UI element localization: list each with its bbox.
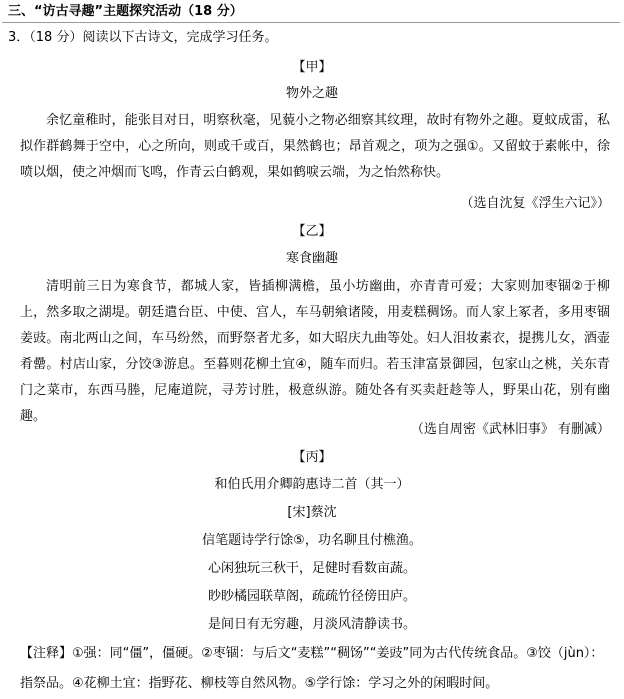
section-divider	[2, 22, 620, 23]
passage-bing-label: 【丙】	[292, 450, 332, 465]
poem-line: 信笔题诗学行馀⑤，功名聊且付樵渔。	[202, 533, 422, 548]
poem-author: [宋]蔡沈	[287, 505, 337, 520]
passage-yi-source: （选自周密《武林旧事》 有删减）	[410, 422, 610, 437]
poem-line: 心闲独玩三秋干，足健时看数亩蔬。	[207, 561, 416, 576]
passage-yi-body: 清明前三日为寒食节，都城人家，皆插柳满檐，虽小坊幽曲，亦青青可爱；大家则加枣锢②于柳上，然多取之湖堤。朝廷遣台臣、中使、宫人，车马朝飨诸陵，用麦糕稠饧。而人家上冢者，多用枣锢姜豉。南北两山之间，车马纷然，而野祭者尤多，如大昭庆九曲等处。妇人泪妆素衣，提携儿女，酒壶肴罍。村店山家，分饺③游息。至暮则花柳土宜④，随车而归。若玉津富景御园，包家山之桃，关东青门之菜市，东西马塍，尼庵道院，寻芳讨胜，极意纵游。随处各有买卖赶趁等人，野果山花，别有幽趣。	[20, 279, 610, 424]
passage-jia-label: 【甲】	[292, 60, 332, 75]
passage-jia-source: （选自沈复《浮生六记》）	[460, 196, 610, 211]
passage-jia-body: 余忆童稚时，能张目对日，明察秋毫，见藐小之物必细察其纹理，故时有物外之趣。夏蚊成雷，私拟作群鹤舞于空中，心之所向，则或千或百，果然鹤也；昂首观之，项为之强①。又留蚊于素帐中，徐喷以烟，使之冲烟而飞鸣，作青云白鹤观，果如鹤唳云端，为之怡然称快。	[20, 113, 610, 180]
annotation-notes: 【注释】①强：同“僵”，僵硬。②枣锢：与后文“麦糕”“稠饧”“姜豉”同为古代传统食品。③饺（jùn）：指祭品。④花柳土宜：指野花、柳枝等自然风物。⑤学行馀：学习之外的闲暇时间。	[20, 646, 604, 691]
question-intro: 3．（18 分）阅读以下古诗文，完成学习任务。	[8, 30, 278, 45]
passage-yi-label: 【乙】	[292, 224, 332, 239]
passage-jia-title: 物外之趣	[285, 86, 338, 101]
poem-title: 和伯氏用介卿韵惠诗二首（其一）	[214, 477, 410, 492]
passage-yi-title: 寒食幽趣	[285, 251, 338, 266]
section-title: 三、“访古寻趣”主题探究活动（18 分）	[8, 4, 243, 19]
poem-line: 是间日有无穷趣，月淡风清静读书。	[207, 617, 416, 632]
poem-line: 眇眇橘园联草阁，疏疏竹径傍田庐。	[207, 589, 416, 604]
